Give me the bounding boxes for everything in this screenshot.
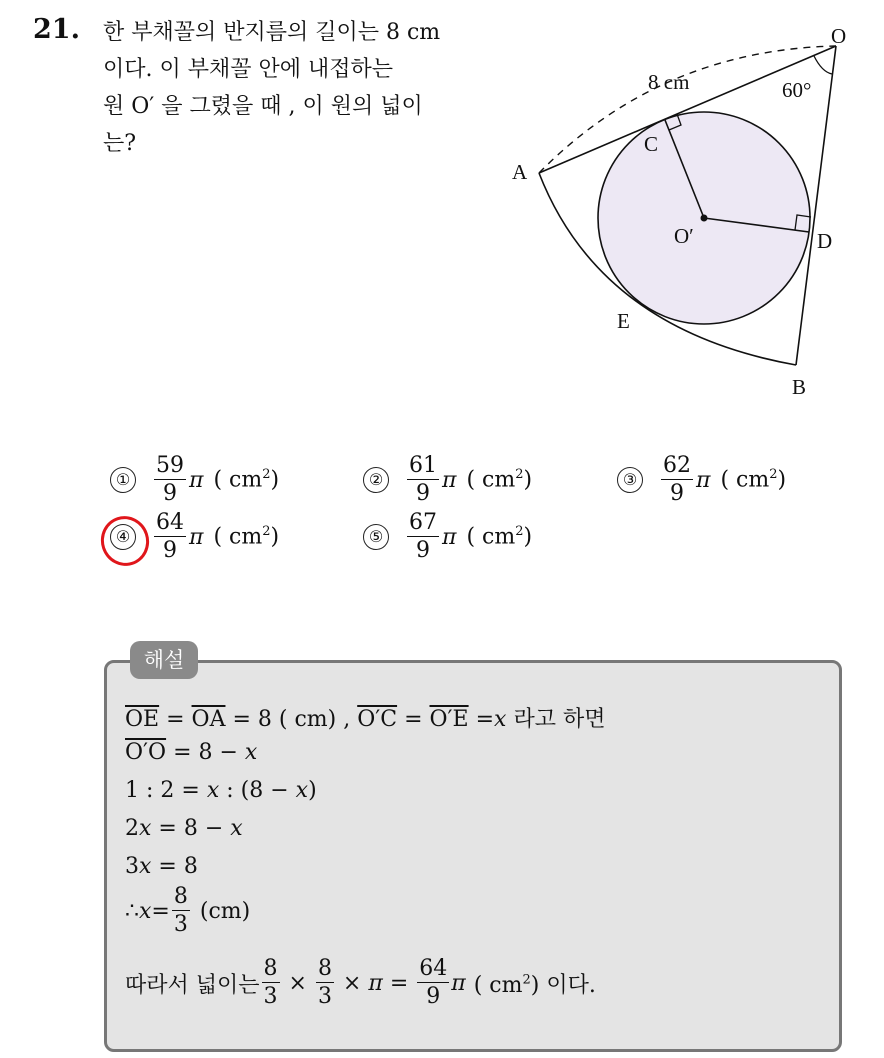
- fraction: $\frac{64}{9}$: [419, 956, 448, 1009]
- numerator: 67: [409, 510, 437, 535]
- denominator: 9: [416, 538, 430, 563]
- fraction: [154, 512, 186, 562]
- label-radius: 8 cm: [648, 70, 690, 94]
- pi-symbol: π: [189, 524, 204, 550]
- denominator: 9: [163, 481, 177, 506]
- numerator: 64: [156, 510, 184, 535]
- unit: ( $cm^2$): [466, 467, 533, 493]
- solution-line-1: $\overline{OE} = \overline{OA} = 8$ ( cm) , O′C = O′E =x 라고 하면: [125, 707, 606, 732]
- solution-line-2: O′O = 8 − x: [125, 740, 258, 765]
- label-C: C: [644, 132, 659, 156]
- label-E: E: [617, 309, 630, 333]
- question-line: 한 부채꼴의 반지름의 길이는 8 cm: [103, 20, 441, 45]
- solution-line-4: 2x = 8 − x: [125, 816, 243, 841]
- question-line: 원 O′ 을 그렸을 때 , 이 원의 넓이: [103, 94, 423, 119]
- question-line: 이다. 이 부채꼴 안에 내접하는: [103, 57, 393, 82]
- choice-2[interactable]: [363, 455, 532, 505]
- numerator: 59: [156, 453, 184, 478]
- angle-arc: [814, 56, 832, 74]
- label-angle: 60°: [782, 78, 812, 102]
- choice-number: ②: [363, 467, 389, 493]
- unit: ( $cm^2$): [213, 467, 280, 493]
- label-D: D: [817, 229, 833, 253]
- fraction: [661, 455, 693, 505]
- label-Oprime: O′: [674, 224, 694, 248]
- pi-symbol: π: [189, 467, 204, 493]
- fraction: $\frac{8}{3}$: [263, 956, 278, 1009]
- solution-tab: 해설: [130, 641, 198, 679]
- pi-symbol: π: [442, 467, 457, 493]
- denominator: 9: [163, 538, 177, 563]
- choice-number: ⑤: [363, 524, 389, 550]
- fraction: [407, 455, 439, 505]
- solution-line-6: ∴ x = $\frac{8}{3}$ (cm): [125, 884, 251, 937]
- fraction: $\frac{8}{3}$: [173, 884, 188, 937]
- question-text: [103, 14, 488, 162]
- choice-5[interactable]: [363, 512, 532, 562]
- unit: ( $cm^2$): [720, 467, 787, 493]
- choice-3[interactable]: [617, 455, 786, 505]
- denominator: 9: [670, 481, 684, 506]
- solution-line-5: 3x = 8: [125, 854, 198, 879]
- numerator: 61: [409, 453, 437, 478]
- denominator: 9: [416, 481, 430, 506]
- solution-line-3: 1 : 2 = x : (8 − x): [125, 778, 317, 803]
- question-line: 는?: [103, 131, 137, 156]
- label-O: O: [831, 24, 847, 48]
- fraction: [154, 455, 186, 505]
- choice-1[interactable]: [110, 455, 279, 505]
- fraction: $\frac{8}{3}$: [317, 956, 332, 1009]
- unit: ( $cm^2$): [466, 524, 533, 550]
- choice-number: ①: [110, 467, 136, 493]
- question-number: 21.: [33, 14, 80, 45]
- choice-number: ④: [110, 524, 136, 550]
- center-point: [701, 215, 708, 222]
- numerator: 62: [663, 453, 691, 478]
- label-A: A: [512, 160, 528, 184]
- fraction: [407, 512, 439, 562]
- solution-line-7: 따라서 넓이는 $\frac{8}{3}$ × $\frac{8}{3}$ × π = $\frac{64}{9}$ π ( $cm^2$) 이다.: [125, 956, 596, 1009]
- sector-figure: [490, 14, 880, 404]
- label-B: B: [792, 375, 807, 399]
- unit: ( $cm^2$): [213, 524, 280, 550]
- pi-symbol: π: [442, 524, 457, 550]
- choice-number: ③: [617, 467, 643, 493]
- pi-symbol: π: [696, 467, 711, 493]
